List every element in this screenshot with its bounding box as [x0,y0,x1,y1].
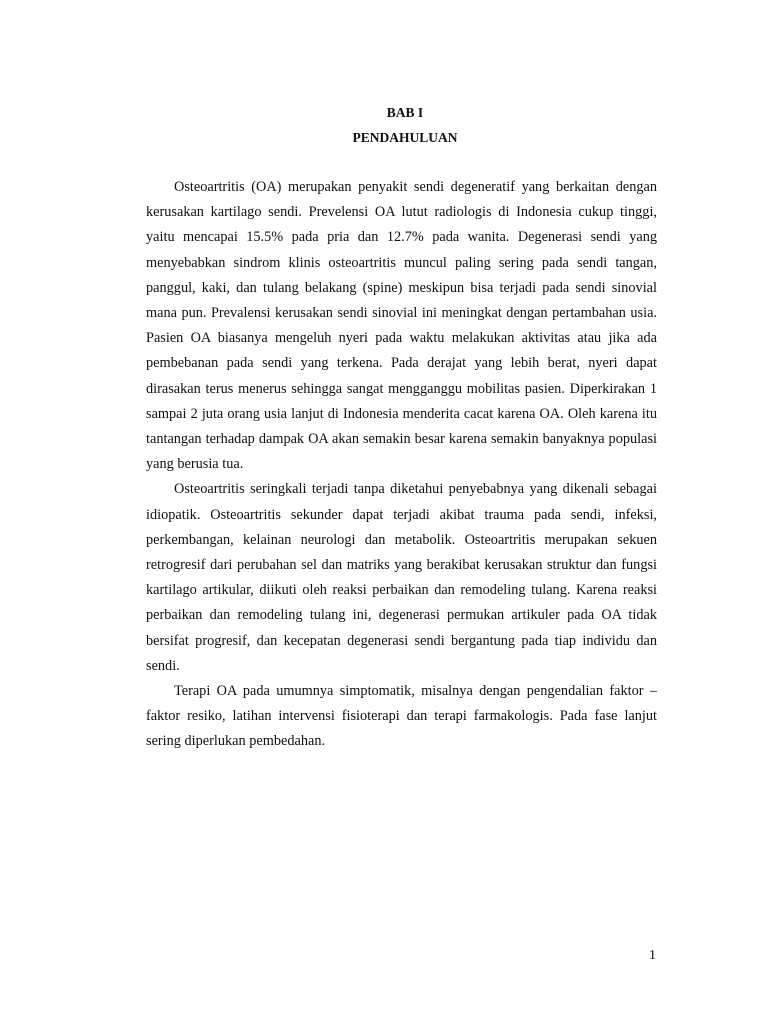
body-text [146,175,657,755]
paragraph-1: Osteoartritis (OA) merupakan penyakit sendi degeneratif yang berkaitan dengan kerusakan kartilago sendi. Prevelensi OA lutut radiologis di Indonesia cukup tinggi, yaitu mencapai 15.5% pada pria dan 12.7% pada wanita. Degenerasi sendi yang menyebabkan sindrom klinis osteoartritis muncul paling sering pada sendi tangan, panggul, kaki, dan tulang belakang (spine) meskipun bisa terjadi pada sendi sinovial mana pun. Prevalensi kerusakan sendi sinovial ini meningkat dengan pertambahan usia. Pasien OA biasanya mengeluh nyeri pada waktu melakukan aktivitas atau jika ada pembebanan pada sendi yang terkena. Pada derajat yang lebih berat, nyeri dapat dirasakan terus menerus sehingga sangat mengganggu mobilitas pasien. Diperkirakan 1 sampai 2 juta orang usia lanjut di Indonesia menderita cacat karena OA. Oleh karena itu tantangan terhadap dampak OA akan semakin besar karena semakin banyaknya populasi yang berusia tua. [146,179,657,473]
page-number: 1 [649,948,656,963]
chapter-number: BAB I [386,105,424,120]
paragraph-3: Terapi OA pada umumnya simptomatik, misalnya dengan pengendalian faktor – faktor resiko, latihan intervensi fisioterapi dan terapi farmakologis. Pada fase lanjut sering diperlukan pembedahan. [146,683,657,750]
chapter-title: PENDAHULUAN [352,130,458,145]
paragraph-2: Osteoartritis seringkali terjadi tanpa diketahui penyebabnya yang dikenali sebagai idiopatik. Osteoartritis sekunder dapat terjadi akibat trauma pada sendi, infeksi, perkembangan, kelainan neurologi dan metabolik. Osteoartritis merupakan sekuen retrogresif dari perubahan sel dan matriks yang berakibat kerusakan struktur dan fungsi kartilago artikular, diikuti oleh reaksi perbaikan dan remodeling tulang. Karena reaksi perbaikan dan remodeling tulang ini, degenerasi permukan artikuler pada OA tidak bersifat progresif, dan kecepatan degenerasi sendi bergantung pada tiap individu dan sendi. [146,481,657,674]
